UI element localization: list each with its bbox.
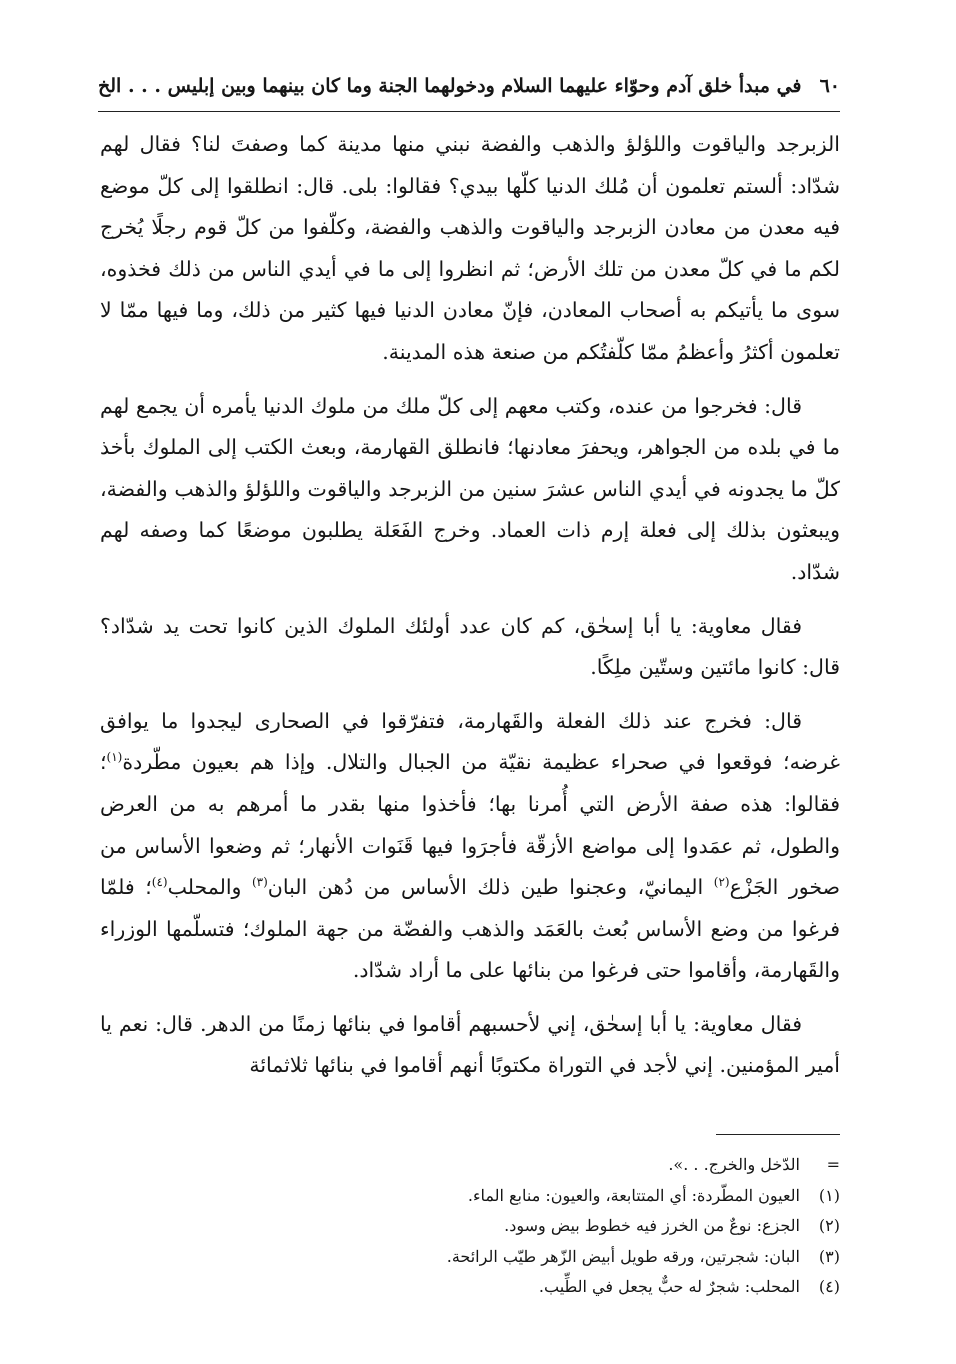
footnote-text: البان: شجرتين، ورقه طويل أبيض الزّهر طيّب الرائحة. bbox=[446, 1246, 800, 1266]
footnote bbox=[300, 1242, 840, 1273]
running-head bbox=[98, 66, 840, 106]
paragraph: الزبرجد والياقوت واللؤلؤ والذهب والفضة نبني منها مدينة كما وصفتَ لنا؟ فقال لهم شدّاد: ألستم تعلمون أن مُلك الدنيا كلّها بيدي؟ فقالوا: بلى. قال: انطلقوا إلى كلّ موضع فيه معدن من معادن الزبرجد والياقوت والذهب والفضة، وكلّفوا من كلّ قوم رجلًا يُخرج لكم ما في كلّ معدن من تلك الأرض؛ ثم انظروا إلى ما في أيدي الناس من ذلك فخذوه، سوى ما يأتيكم به أصحاب المعادن، فإنّ معادن الدنيا فيها كثير من ذلك، وما فيها ممّا لا تعلمون أكثرُ وأعظمُ ممّا كلّفتُكم من صنعة هذه المدينة. bbox=[100, 132, 840, 364]
footnote-ref: (٢) bbox=[713, 875, 730, 890]
footnote-number: (٢) bbox=[818, 1216, 840, 1235]
text-run: والمحلب bbox=[167, 875, 252, 900]
text-run: ؛ فلمّا فرغوا من وضع الأساس بُعث بالعَمَد والذهب والفضّة من جهة الملوك؛ فتسلّمها الوزراء والقَهارمة، وأقاموا حتى فرغوا من بنائها على ما أراد شدّاد. bbox=[100, 875, 840, 983]
footnote bbox=[300, 1181, 840, 1212]
footnote-number: = bbox=[826, 1155, 840, 1174]
footnote-rule bbox=[716, 1134, 840, 1135]
footnote-text: الجزع: نوعٌ من الخرز فيه خطوط بيض وسود. bbox=[504, 1216, 800, 1235]
footnote-number: (٣) bbox=[818, 1246, 840, 1266]
paragraph: فقال معاوية: يا أبا إسحٰق، إني لأحسبهم أقاموا في بنائها زمنًا من الدهر. قال: نعم يا أمير المؤمنين. إني لأجد في التوراة مكتوبًا أنهم أقاموا في بنائها ثلاثمائة bbox=[100, 1011, 840, 1078]
running-title: في مبدأ خلق آدم وحوّاء عليهما السلام ودخولهما الجنة وما كان بينهما وبين إبليس . . . الخ bbox=[98, 75, 802, 97]
footnote-text: المحلب: شجرٌ له حبٌّ يجعل في الطِّيب. bbox=[538, 1277, 800, 1296]
footnote-ref: (٤) bbox=[151, 875, 168, 890]
footnote bbox=[300, 1211, 840, 1242]
paragraph: قال: فخرجوا من عنده، وكتب معهم إلى كلّ ملك من ملوك الدنيا يأمره أن يجمع لهم ما في بلده من الجواهر، ويحفرَ معادنها؛ فانطلق القهارمة، وبعث الكتب إلى الملوك بأخذ كلّ ما يجدونه في أيدي الناس عشرَ سنين من الزبرجد والياقوت واللؤلؤ والذهب والفضة، ويبعثون بذلك إلى فعلة إرم ذات العماد. وخرج الفَعَلة يطلبون موضعًا كما وصفه لهم شدّاد. bbox=[100, 393, 840, 584]
header-rule bbox=[98, 111, 840, 112]
footnote-text: الدّخل والخرج. . .». bbox=[668, 1155, 800, 1174]
footnote-number: (٤) bbox=[818, 1277, 840, 1296]
paragraph bbox=[100, 701, 840, 992]
footnote bbox=[300, 1150, 840, 1181]
paragraph: فقال معاوية: يا أبا إسحٰق، كم كان عدد أولئك الملوك الذين كانوا تحت يد شدّاد؟ قال: كانوا مائتين وستّين ملِكًا. bbox=[100, 613, 840, 680]
main-text bbox=[100, 124, 840, 1099]
footnote-ref: (١) bbox=[106, 750, 123, 765]
footnote-number: (١) bbox=[818, 1185, 840, 1205]
text-run: قال: فخرج عند ذلك الفعلة والقَهارمة، فتفرّقوا في الصحارى ليجدوا ما يوافق غرضه؛ فوقعوا في صحراء عظيمة نقيّة من الجبال والتلال. وإذا هم بعيون مطّردة bbox=[100, 708, 840, 775]
footnote-text: العيون المطّردة: أي المتتابعة، والعيون: منابع الماء. bbox=[467, 1185, 800, 1205]
text-run: اليمانيّ، وعجنوا طين ذلك الأساس من دُهن البان bbox=[267, 875, 714, 900]
page-number: ٦٠ bbox=[819, 75, 840, 97]
text-run: ؛ فقالوا: هذه صفة الأرض التي أُمرنا بها؛ فأخذوا منها بقدر ما أمرهم به من العرض والطول، ثم عمَدوا إلى مواضع الأزقّة فأجرَوا فيها قَنَوات الأنهار؛ ثم وضعوا الأساس من صخور الجَزْع bbox=[100, 750, 841, 900]
footnote bbox=[300, 1272, 840, 1303]
footnotes bbox=[300, 1150, 840, 1303]
footnote-ref: (٣) bbox=[251, 875, 268, 890]
